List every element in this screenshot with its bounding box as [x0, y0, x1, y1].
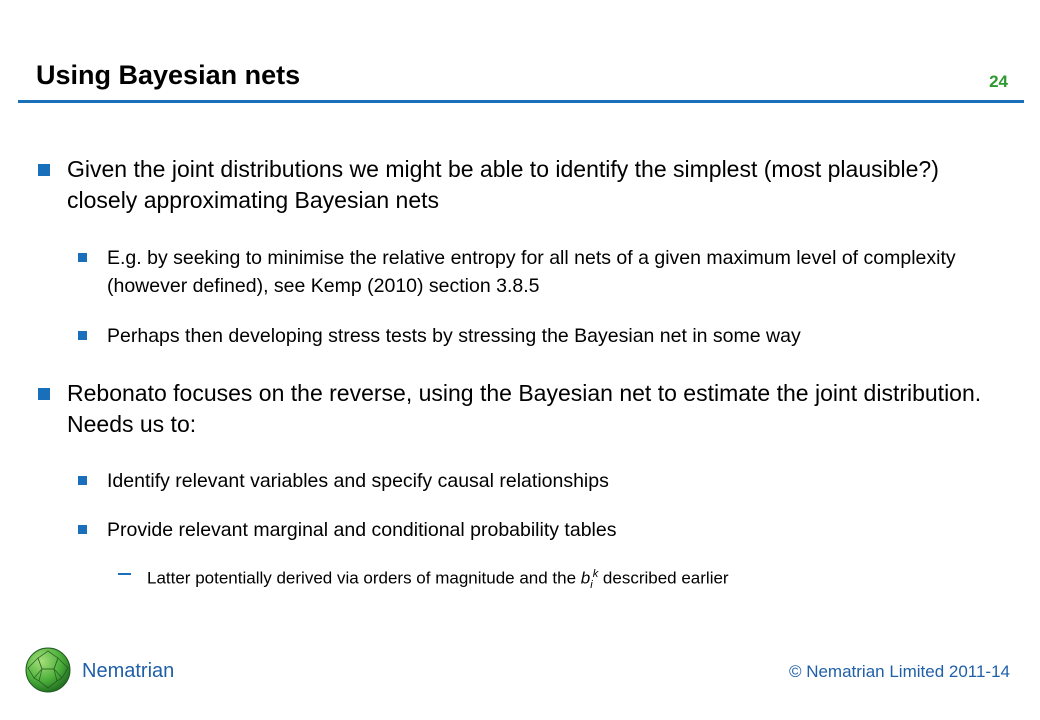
blue-square-bullet-icon — [78, 253, 87, 262]
sub-bullet-text: E.g. by seeking to minimise the relative entropy for all nets of a given maximum level of complexity (however defined), see Kemp (2010) section 3.8.5 — [107, 247, 956, 297]
text-segment: Latter potentially derived via orders of magnitude and the — [147, 568, 581, 588]
math-superscript: k — [592, 568, 599, 580]
bullet-item — [38, 378, 998, 440]
math-subscript: i — [590, 579, 593, 592]
text-segment: described earlier — [598, 568, 729, 588]
sub-bullet-item — [78, 467, 978, 495]
sub-bullet-text: Provide relevant marginal and conditional probability tables — [107, 519, 617, 541]
blue-square-bullet-icon — [38, 388, 50, 400]
green-polyhedron-logo-icon — [24, 646, 72, 694]
dash-bullet-icon — [118, 573, 131, 575]
blue-square-bullet-icon — [78, 476, 87, 485]
title-divider — [18, 100, 1024, 103]
sub-bullet-item — [78, 244, 978, 300]
sub-bullet-item — [78, 516, 978, 544]
sub-bullet-text: Identify relevant variables and specify causal relationships — [107, 470, 609, 492]
bullet-text: Given the joint distributions we might be able to identify the simplest (most plausible?) closely approximating Bayesian nets — [67, 156, 939, 213]
slide-title: Using Bayesian nets — [36, 60, 301, 90]
blue-square-bullet-icon — [38, 164, 50, 176]
sub-sub-bullet-item — [118, 562, 978, 597]
sub-bullet-item — [78, 322, 978, 350]
blue-square-bullet-icon — [78, 331, 87, 340]
sub-bullet-text: Perhaps then developing stress tests by stressing the Bayesian net in some way — [107, 325, 801, 347]
blue-square-bullet-icon — [78, 525, 87, 534]
bullet-item — [38, 154, 998, 216]
page-number: 24 — [989, 72, 1008, 91]
brand-name: Nematrian — [82, 660, 175, 682]
math-variable: b — [580, 568, 591, 588]
bullet-text: Rebonato focuses on the reverse, using the Bayesian net to estimate the joint distribution. Needs us to: — [67, 380, 982, 437]
sub-sub-bullet-text — [147, 562, 978, 597]
copyright-notice: © Nematrian Limited 2011-14 — [788, 662, 1010, 681]
